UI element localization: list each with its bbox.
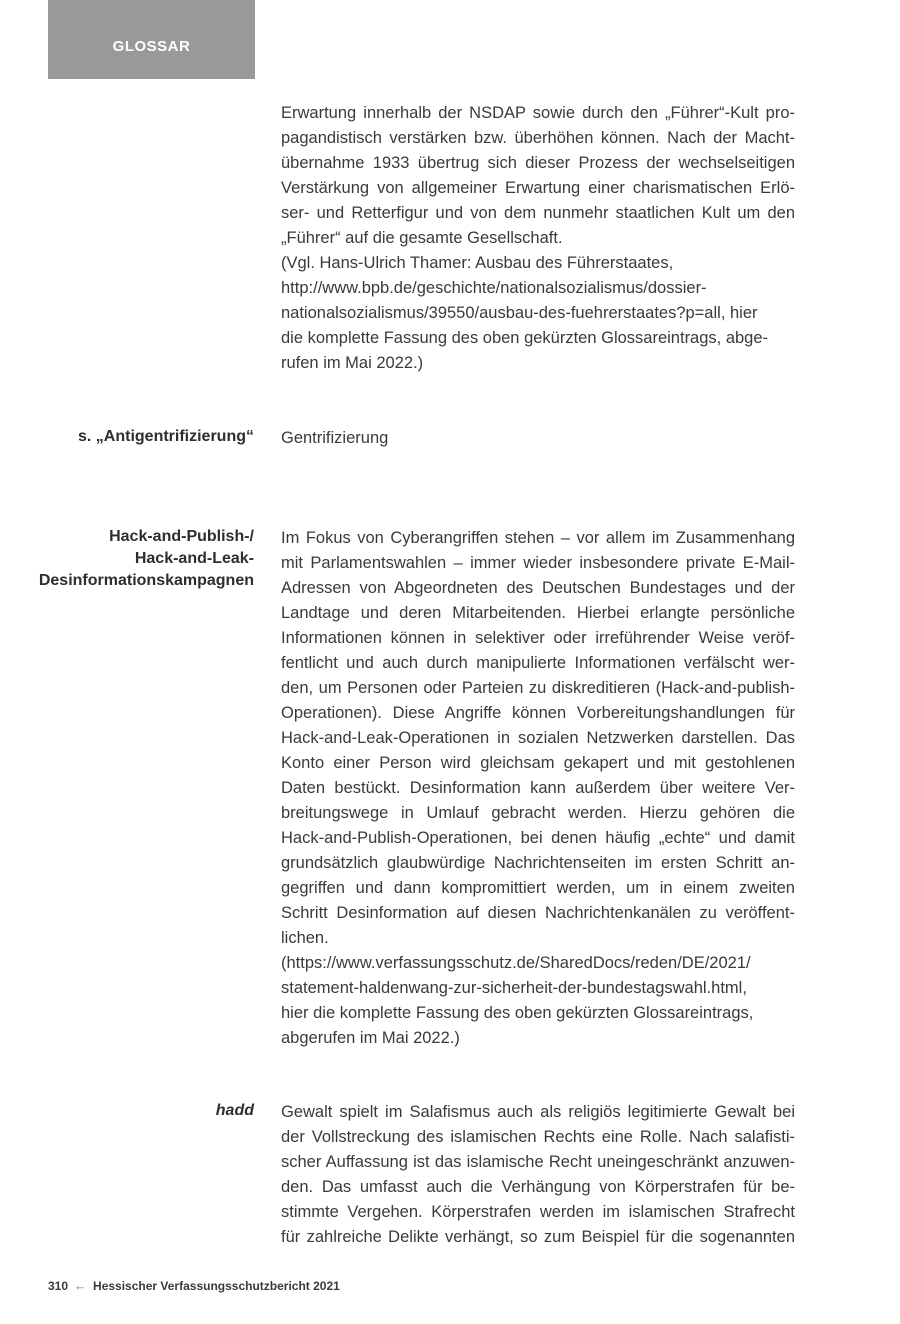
text-line: rufen im Mai 2022.) (281, 354, 424, 372)
text-line: mit Parlamentswahlen – immer wieder insbesondere private E-Mail- (281, 554, 795, 572)
text-line: Informationen können in selektiver oder irreführender Weise veröf- (281, 629, 795, 647)
text-line: Operationen). Diese Angriffe können Vorbereitungshandlungen für (281, 704, 795, 722)
entry-body (281, 1100, 795, 1250)
term-line: Hack-and-Leak- (134, 550, 254, 567)
glossary-term: hadd (215, 1102, 254, 1119)
text-line: Hack-and-Leak-Operationen in sozialen Netzwerken darstellen. Das (281, 729, 795, 747)
text-line: grundsätzlich glaubwürdige Nachrichtenseiten im ersten Schritt an- (281, 854, 795, 872)
text-line: Daten bestückt. Desinformation kann außerdem über weitere Ver- (281, 779, 795, 797)
text-line: Hack-and-Publish-Operationen, bei denen häufig „echte“ und damit (281, 829, 795, 847)
text-line: http://www.bpb.de/geschichte/nationalsozialismus/dossier- (281, 279, 707, 297)
text-line: „Führer“ auf die gesamte Gesellschaft. (281, 229, 563, 247)
text-line: den. Das umfasst auch die Verhängung von Körperstrafen für be- (281, 1178, 795, 1196)
text-line: übernahme 1933 übertrug sich dieser Prozess der wechselseitigen (281, 154, 795, 172)
text-line: Landtage und deren Mitarbeitenden. Hierbei erlangte persönliche (281, 604, 795, 622)
text-line: Konto einer Person wird gleichsam gekapert und mit gestohlenen (281, 754, 795, 772)
text-line: die komplette Fassung des oben gekürzten Glossareintrags, abge- (281, 329, 769, 347)
glossary-term (14, 526, 254, 592)
text-line: Verstärkung von allgemeiner Erwartung einer charismatischen Erlö- (281, 179, 795, 197)
publication-title: Hessischer Verfassungsschutzbericht 2021 (93, 1278, 340, 1293)
text-line: Schritt Desinformation auf diesen Nachrichtenkanälen zu veröffent- (281, 904, 795, 922)
text-line: fentlicht und auch durch manipulierte Informationen verfälscht wer- (281, 654, 795, 672)
text-line: lichen. (281, 929, 329, 947)
entry-body (281, 426, 795, 451)
term-line: Hack-and-Publish-/ (109, 528, 254, 545)
text-line: gegriffen und dann kompromittiert werden, um in einem zweiten (281, 879, 795, 897)
text-line: den, um Personen oder Parteien zu diskreditieren (Hack-and-publish- (281, 679, 795, 697)
section-title: GLOSSAR (112, 38, 191, 55)
text-line: scher Auffassung ist das islamische Recht uneingeschränkt anzuwen- (281, 1153, 795, 1171)
cross-reference: Gentrifizierung (281, 429, 389, 447)
glossary-term: s. „Antigentrifizierung“ (78, 428, 254, 445)
text-line: pagandistisch verstärken bzw. überhöhen können. Nach der Macht- (281, 129, 795, 147)
text-line: abgerufen im Mai 2022.) (281, 1029, 460, 1047)
page-number: 310 (48, 1278, 69, 1293)
text-line: Im Fokus von Cyberangriffen stehen – vor allem im Zusammenhang (281, 529, 795, 547)
text-line: (https://www.verfassungsschutz.de/SharedDocs/reden/DE/2021/ (281, 954, 751, 972)
text-line: stimmte Vergehen. Körperstrafen werden im islamischen Strafrecht (281, 1203, 795, 1221)
text-line: ser- und Retterfigur und von dem nunmehr staatlichen Kult um den (281, 204, 795, 222)
text-line: breitungswege in Umlauf gebracht werden. Hierzu gehören die (281, 804, 795, 822)
text-line: für zahlreiche Delikte verhängt, so zum Beispiel für die sogenannten (281, 1228, 795, 1246)
text-line: Erwartung innerhalb der NSDAP sowie durch den „Führer“-Kult pro- (281, 104, 795, 122)
text-line: Adressen von Abgeordneten des Deutschen Bundestages und der (281, 579, 795, 597)
page-footer (48, 1278, 340, 1293)
arrow-left-icon: ← (74, 1278, 88, 1293)
text-line: hier die komplette Fassung des oben gekürzten Glossareintrags, (281, 1004, 754, 1022)
text-line: Gewalt spielt im Salafismus auch als religiös legitimierte Gewalt bei (281, 1103, 795, 1121)
text-line: der Vollstreckung des islamischen Rechts eine Rolle. Nach salafisti- (281, 1128, 795, 1146)
text-line: nationalsozialismus/39550/ausbau-des-fuehrerstaates?p=all, hier (281, 304, 758, 322)
text-line: (Vgl. Hans-Ulrich Thamer: Ausbau des Führerstaates, (281, 254, 674, 272)
term-line: Desinformationskampagnen (38, 572, 254, 589)
entry-body (281, 526, 795, 1051)
section-header-tab (48, 0, 255, 79)
entry-body (281, 101, 795, 376)
text-line: statement-haldenwang-zur-sicherheit-der-bundestagswahl.html, (281, 979, 747, 997)
